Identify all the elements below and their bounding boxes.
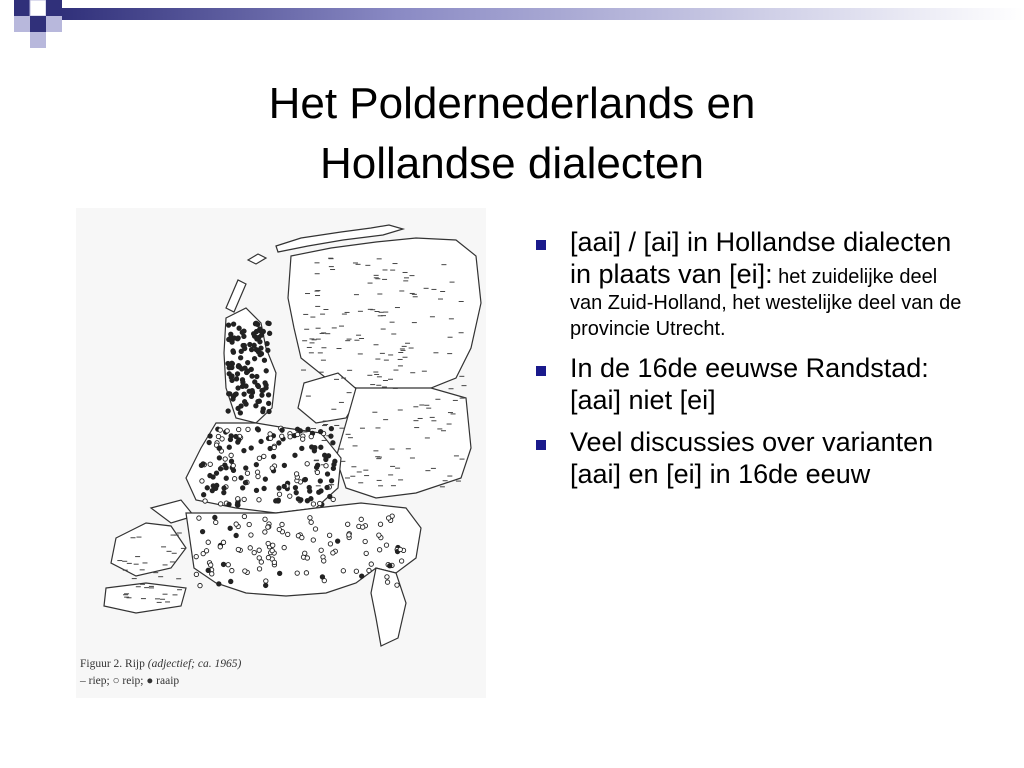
- bullet-list: [532, 226, 972, 500]
- slide-title-line2: Hollandse dialecten: [319, 139, 705, 188]
- dialect-map: [76, 208, 486, 648]
- bullet-item: [532, 352, 972, 416]
- figure-legend: – riep; ○ reip; ● raaip: [80, 675, 180, 687]
- dialect-map-figure: [76, 208, 486, 698]
- bullet-item: [532, 426, 972, 490]
- slide-title-line1: Het Poldernederlands en: [268, 79, 756, 128]
- bullet-detail: het zuidelijke deel van Zuid-Holland, het westelijke deel van de provincie Utrecht.: [570, 266, 962, 340]
- map-east: [336, 388, 471, 498]
- bullet-square-icon: [536, 240, 546, 250]
- bullet-text: In de 16de eeuwse Randstad: [aai] niet [ei]: [570, 353, 929, 415]
- bullet-square-icon: [536, 366, 546, 376]
- bullet-item: [532, 226, 972, 342]
- map-zeeland: [104, 500, 194, 613]
- bullet-text: Veel discussies over varianten [aai] en [ei] in 16de eeuw: [570, 427, 934, 489]
- figure-caption: Figuur 2. Rijp (adjectief; ca. 1965): [80, 658, 242, 670]
- bullet-square-icon: [536, 440, 546, 450]
- bullet-text: [aai] / [ai] in Hollandse dialecten in plaats van [ei]:: [570, 227, 952, 289]
- corner-decoration: [0, 0, 1024, 70]
